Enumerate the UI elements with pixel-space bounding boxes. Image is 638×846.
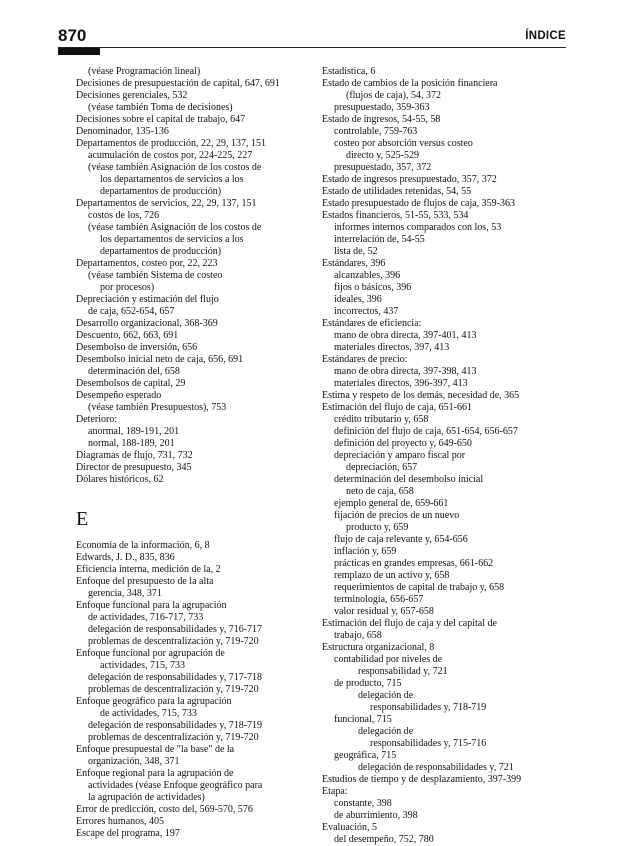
index-entry: presupuestado, 359-363 [334, 102, 430, 113]
index-entry: (véase Programación lineal) [88, 66, 201, 77]
index-entry: costeo por absorción versus costeo [334, 138, 473, 149]
index-entry: acumulación de costos por, 224-225, 227 [88, 150, 253, 161]
section-letter: E [76, 508, 89, 530]
index-entry: (véase también Asignación de los costos de [88, 162, 262, 173]
index-entry: problemas de descentralización y, 719-720 [88, 732, 259, 743]
index-entry: materiales directos, 397, 413 [334, 342, 450, 353]
index-entry: Estándares de precio: [322, 354, 408, 365]
index-entry: Estructura organizacional, 8 [322, 642, 435, 653]
left-column-entries [76, 66, 328, 486]
index-entry: materiales directos, 396-397, 413 [334, 378, 468, 389]
index-entry: neto de caja, 658 [346, 486, 414, 497]
index-entry: incorrectos, 437 [334, 306, 399, 317]
index-entry: Evaluación, 5 [322, 822, 377, 833]
index-entry: problemas de descentralización y, 719-720 [88, 684, 259, 695]
index-entry: delegación de [358, 726, 414, 737]
index-entry: inflación y, 659 [334, 546, 397, 557]
index-entry: Etapa: [322, 786, 348, 797]
index-entry: lista de, 52 [334, 246, 378, 257]
index-entry: Decisiones sobre el capital de trabajo, 647 [76, 114, 246, 125]
index-entry: contabilidad por niveles de [334, 654, 443, 665]
index-entry: del desempeño, 752, 780 [334, 834, 434, 845]
index-entry: Estado presupuestado de flujos de caja, 359-363 [322, 198, 516, 209]
index-entry: controlable, 759-763 [334, 126, 418, 137]
index-entry: remplazo de un activo y, 658 [334, 570, 450, 581]
index-entry: Estimación del flujo de caja y del capital de [322, 618, 497, 629]
index-entry: delegación de responsabilidades y, 721 [358, 762, 514, 773]
index-entry: Estados financieros, 51-55, 533, 534 [322, 210, 469, 221]
index-entry: delegación de [358, 690, 414, 701]
index-entry: departamentos de producción) [100, 246, 222, 257]
index-entry: constante, 398 [334, 798, 392, 809]
index-entry: costos de los, 726 [88, 210, 160, 221]
index-entry: Enfoque regional para la agrupación de [76, 768, 234, 779]
index-entry: departamentos de producción) [100, 186, 222, 197]
index-entry: Deterioro: [76, 414, 118, 425]
index-entry: de actividades, 716-717, 733 [88, 612, 204, 623]
index-entry: terminología, 656-657 [334, 594, 424, 605]
index-entry: actividades (véase Enfoque geográfico para [88, 780, 263, 791]
index-entry: Desarrollo organizacional, 368-369 [76, 318, 218, 329]
header-rule [58, 47, 566, 48]
running-title: ÍNDICE [525, 30, 566, 42]
index-entry: Escape del programa, 197 [76, 828, 180, 839]
index-entry: Estudios de tiempo y de desplazamiento, 397-399 [322, 774, 522, 785]
index-entry: de actividades, 715, 733 [100, 708, 197, 719]
index-entry: la agrupación de actividades) [88, 792, 205, 803]
index-entry: ejemplo general de, 659-661 [334, 498, 449, 509]
index-entry: definición del flujo de caja, 651-654, 656-657 [334, 426, 518, 437]
index-entry: alcanzables, 396 [334, 270, 401, 281]
index-entry: Departamentos, costeo por, 22, 223 [76, 258, 218, 269]
index-entry: de aburrimiento, 398 [334, 810, 418, 821]
index-entry: responsabilidades y, 718-719 [370, 702, 487, 713]
index-entry: fijación de precios de un nuevo [334, 510, 460, 521]
index-entry: producto y, 659 [346, 522, 409, 533]
left-column [76, 66, 328, 840]
index-entry: prácticas en grandes empresas, 661-662 [334, 558, 494, 569]
index-entry: Diagramas de flujo, 731, 732 [76, 450, 193, 461]
index-entry: responsabilidades y, 715-716 [370, 738, 487, 749]
index-entry: Depreciación y estimación del flujo [76, 294, 219, 305]
index-entry: mano de obra directa, 397-398, 413 [334, 366, 477, 377]
page-number: 870 [58, 26, 87, 45]
index-entry: definición del proyecto y, 649-650 [334, 438, 472, 449]
index-entry: Desembolso inicial neto de caja, 656, 691 [76, 354, 244, 365]
index-entry: Director de presupuesto, 345 [76, 462, 192, 473]
index-entry: anormal, 189-191, 201 [88, 426, 180, 437]
index-entry: problemas de descentralización y, 719-720 [88, 636, 259, 647]
index-entry: presupuestado, 357, 372 [334, 162, 432, 173]
left-column-entries-e [76, 540, 328, 840]
index-entry: Estado de utilidades retenidas, 54, 55 [322, 186, 472, 197]
index-entry: mano de obra directa, 397-401, 413 [334, 330, 477, 341]
index-entry: Estimación del flujo de caja, 651-661 [322, 402, 472, 413]
index-entry: Desembolsos de capital, 29 [76, 378, 186, 389]
index-entry: los departamentos de servicios a los [100, 234, 244, 245]
index-entry: Enfoque presupuestal de "la base" de la [76, 744, 235, 755]
index-entry: depreciación y amparo fiscal por [334, 450, 466, 461]
index-entry: requerimientos de capital de trabajo y, 658 [334, 582, 505, 593]
index-entry: normal, 188-189, 201 [88, 438, 175, 449]
index-entry: actividades, 715, 733 [100, 660, 185, 671]
index-entry: ideales, 396 [334, 294, 382, 305]
index-entry: (véase también Asignación de los costos de [88, 222, 262, 233]
index-entry: (véase también Presupuestos), 753 [88, 402, 227, 413]
index-entry: crédito tributario y, 658 [334, 414, 429, 425]
index-entry: Economía de la información, 6, 8 [76, 540, 210, 551]
index-entry: Desembolso de inversión, 656 [76, 342, 198, 353]
index-entry: Eficiencia interna, medición de la, 2 [76, 564, 221, 575]
index-entry: interrelación de, 54-55 [334, 234, 425, 245]
index-entry: Estándares, 396 [322, 258, 386, 269]
index-entry: los departamentos de servicios a los [100, 174, 244, 185]
index-entry: Dólares históricos, 62 [76, 474, 164, 485]
index-entry: directo y, 525-529 [346, 150, 419, 161]
index-entry: de caja, 652-654, 657 [88, 306, 175, 317]
index-entry: Errores humanos, 405 [76, 816, 165, 827]
index-entry: por procesos) [100, 282, 155, 293]
index-entry: Estima y respeto de los demás, necesidad de, 365 [322, 390, 520, 401]
right-column [322, 66, 570, 846]
index-entry: Descuento, 662, 663, 691 [76, 330, 179, 341]
header-tab-mark [58, 48, 100, 55]
index-entry: Desempeño esperado [76, 390, 162, 401]
index-entry: Estándares de eficiencia: [322, 318, 422, 329]
index-entry: delegación de responsabilidades y, 717-718 [88, 672, 263, 683]
index-entry: valor residual y, 657-658 [334, 606, 434, 617]
index-entry: gerencia, 348, 371 [88, 588, 162, 599]
index-entry: Enfoque funcional por agrupación de [76, 648, 225, 659]
index-entry: Decisiones gerenciales, 532 [76, 90, 188, 101]
index-entry: funcional, 715 [334, 714, 392, 725]
index-entry: (flujos de caja), 54, 372 [346, 90, 441, 101]
index-entry: (véase también Sistema de costeo [88, 270, 223, 281]
index-entry: Estado de ingresos presupuestado, 357, 372 [322, 174, 497, 185]
index-entry: Estadística, 6 [322, 66, 376, 77]
index-entry: Edwards, J. D., 835, 836 [76, 552, 175, 563]
index-entry: informes internos comparados con los, 53 [334, 222, 502, 233]
index-entry: Estado de ingresos, 54-55, 58 [322, 114, 441, 125]
index-entry: Estado de cambios de la posición financiera [322, 78, 498, 89]
index-entry: Denominador, 135-136 [76, 126, 169, 137]
index-entry: Enfoque del presupuesto de la alta [76, 576, 214, 587]
index-entry: flujo de caja relevante y, 654-656 [334, 534, 468, 545]
index-entry: Departamentos de servicios, 22, 29, 137, 151 [76, 198, 257, 209]
index-entry: organización, 348, 371 [88, 756, 180, 767]
index-entry: (véase también Toma de decisiones) [88, 102, 233, 113]
index-entry: Enfoque funcional para la agrupación [76, 600, 227, 611]
index-entry: responsabilidad y, 721 [358, 666, 448, 677]
index-entry: Error de predicción, costo del, 569-570, 576 [76, 804, 253, 815]
right-column-entries [322, 66, 570, 846]
index-entry: delegación de responsabilidades y, 718-719 [88, 720, 263, 731]
index-entry: fijos o básicos, 396 [334, 282, 412, 293]
index-entry: determinación del, 658 [88, 366, 180, 377]
index-entry: Decisiones de presupuestación de capital, 647, 691 [76, 78, 280, 89]
index-entry: geográfica, 715 [334, 750, 397, 761]
index-entry: Enfoque geográfico para la agrupación [76, 696, 232, 707]
index-entry: depreciación, 657 [346, 462, 418, 473]
index-entry: determinación del desembolso inicial [334, 474, 484, 485]
index-entry: delegación de responsabilidades y, 716-717 [88, 624, 263, 635]
index-entry: de producto, 715 [334, 678, 402, 689]
index-entry: trabajo, 658 [334, 630, 382, 641]
index-entry: Departamentos de producción, 22, 29, 137, 151 [76, 138, 266, 149]
